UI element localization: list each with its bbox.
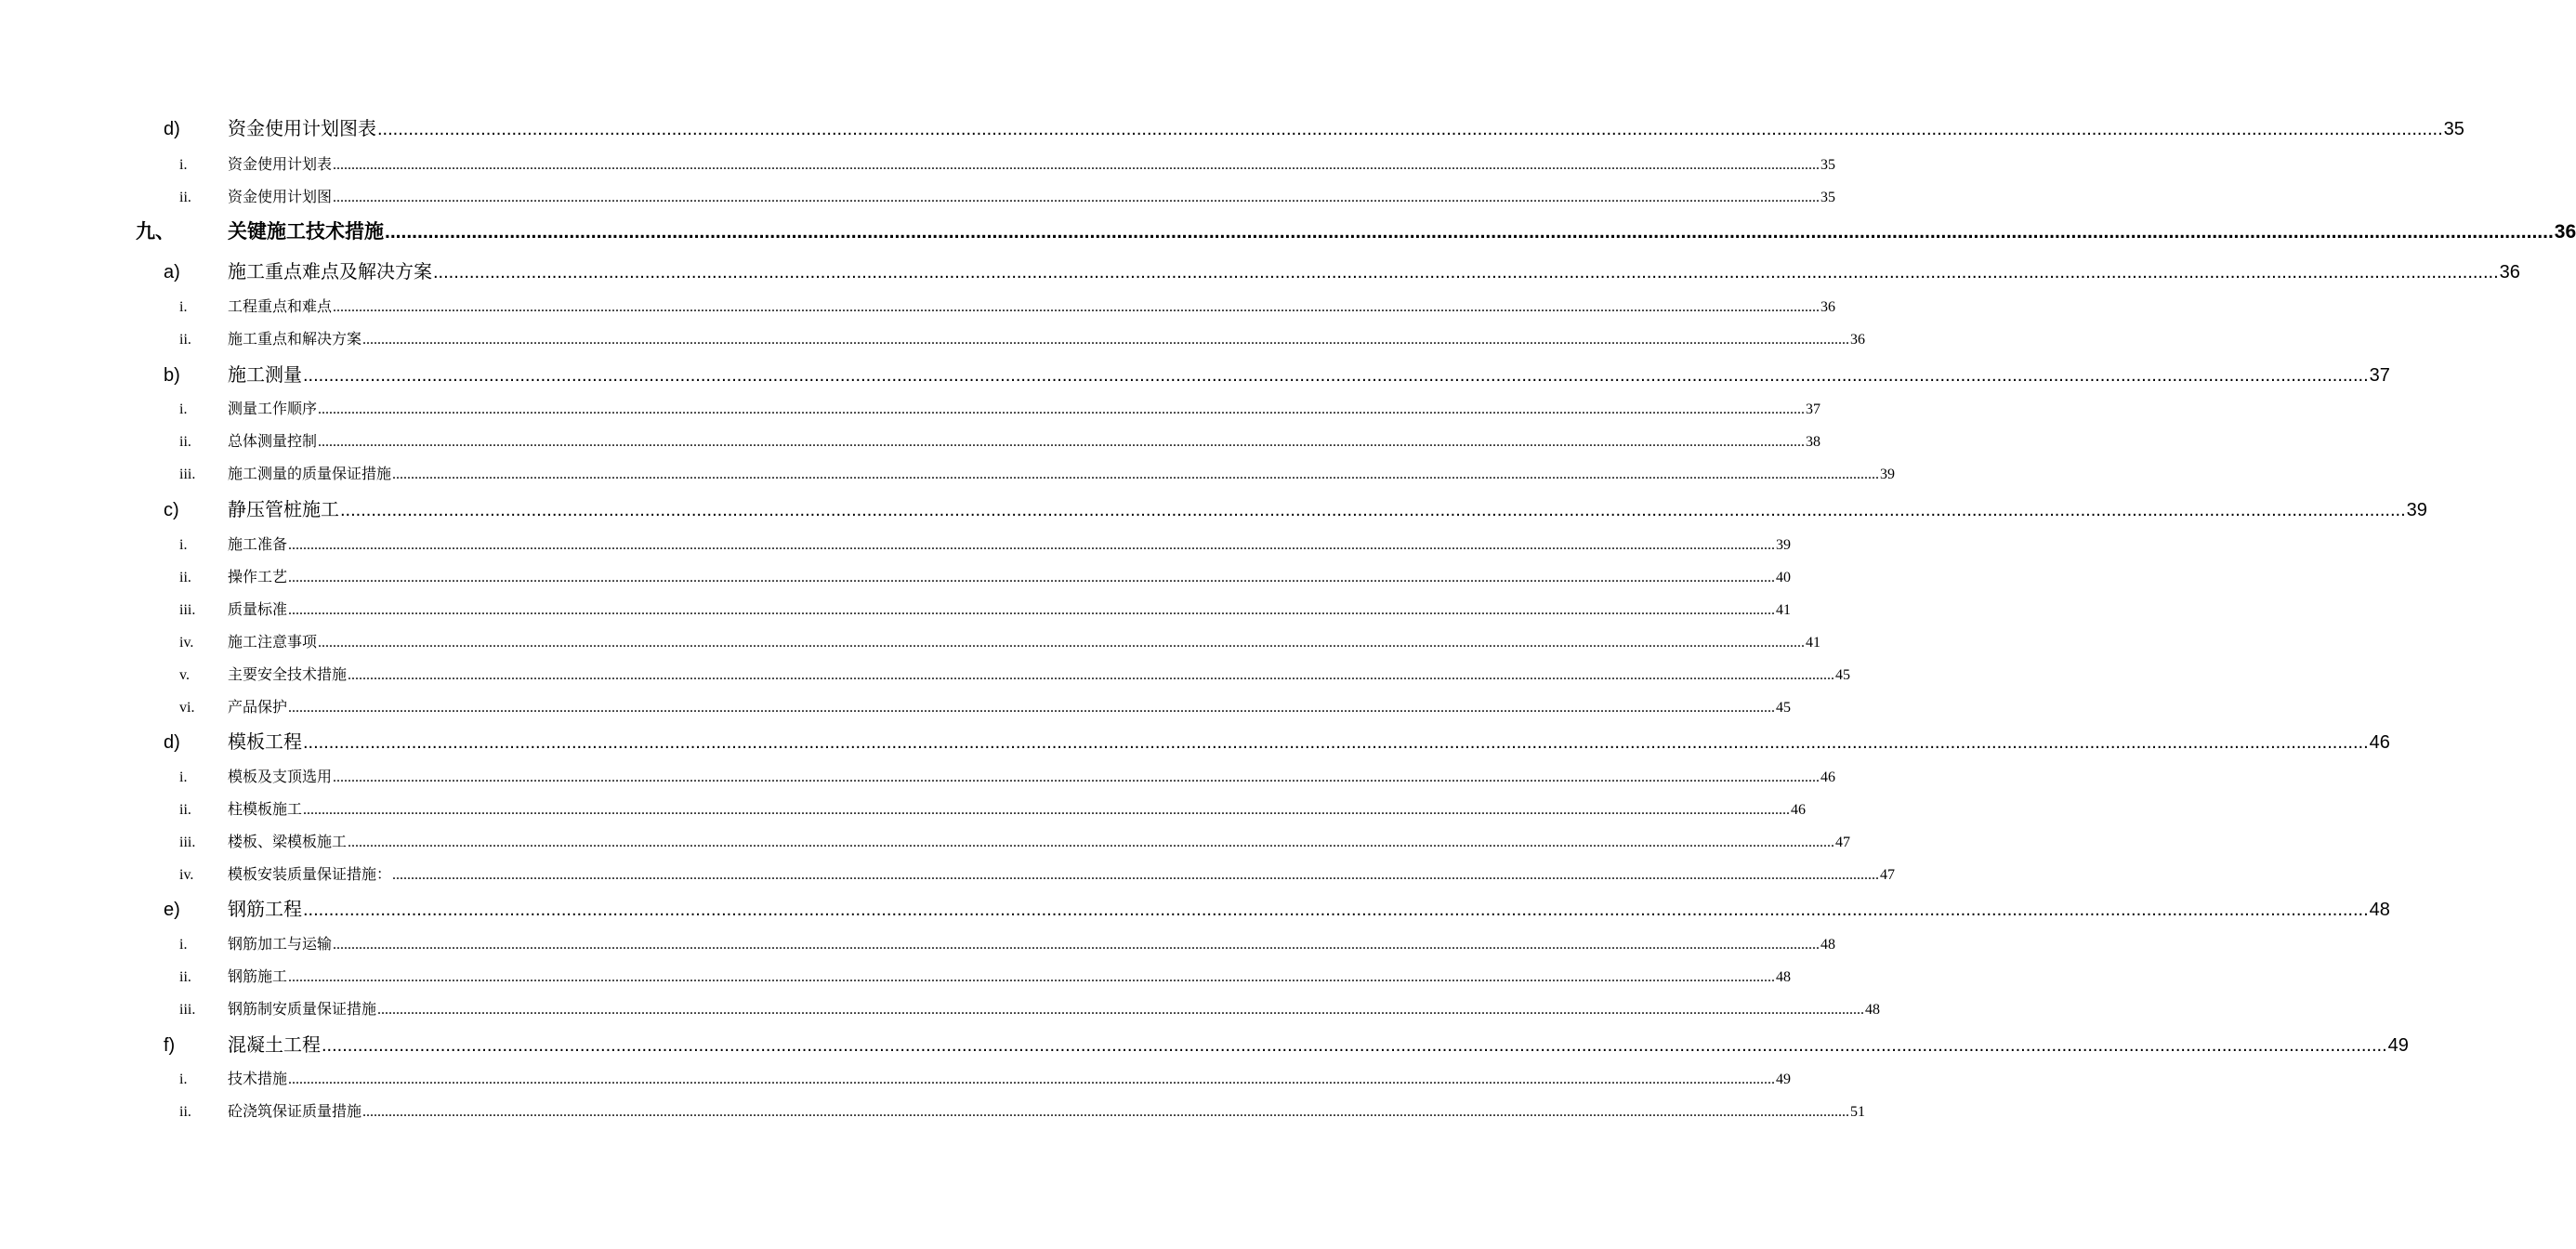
toc-dot-leader: ................................................................................................................................................................................................................................................................................................................................................................................................................ — [318, 635, 1806, 651]
toc-entry-page-number: 39 — [1776, 537, 1792, 553]
toc-entry-number: c) — [164, 500, 179, 520]
toc-entry-title: 模板工程 — [228, 732, 302, 753]
toc-entry-title: 静压管桩施工 — [228, 500, 339, 520]
toc-entry-page-number: 37 — [1806, 401, 1821, 417]
toc-entry-page-number: 35 — [1820, 190, 1836, 205]
toc-entry-number: ii. — [179, 332, 191, 348]
toc-entry-number: d) — [164, 119, 180, 139]
toc-entry-number: i. — [179, 157, 188, 173]
toc-entry-page-number: 36 — [1850, 332, 1866, 348]
toc-entry[interactable] — [0, 629, 1821, 657]
toc-entry-title: 施工重点和解决方案 — [228, 332, 362, 348]
toc-dot-leader: ................................................................................................................................................................................................................................................................................................................................................................................................................ — [288, 1072, 1776, 1087]
toc-entry[interactable] — [0, 564, 1792, 592]
toc-entry-page-number: 51 — [1850, 1104, 1866, 1120]
toc-entry-title: 施工注意事项 — [228, 635, 318, 651]
toc-entry-number: i. — [179, 537, 188, 553]
toc-entry-line — [228, 184, 1836, 212]
toc-entry-page-number: 41 — [1776, 602, 1792, 618]
toc-entry-title: 资金使用计划图 — [228, 190, 333, 205]
toc-entry-line — [228, 829, 1851, 857]
toc-entry-title: 主要安全技术措施 — [228, 667, 348, 683]
toc-dot-leader: ................................................................................................................................................................................................................................................................................................................................................................................................................ — [288, 969, 1776, 985]
toc-entry-line — [228, 796, 1807, 824]
toc-entry-number: ii. — [179, 802, 191, 818]
toc-entry-page-number: 46 — [1820, 769, 1836, 785]
toc-entry-page-number: 48 — [2369, 900, 2390, 920]
toc-entry-title: 砼浇筑保证质量措施 — [228, 1104, 362, 1120]
toc-entry-line — [228, 115, 2464, 143]
toc-dot-leader: ................................................................................................................................................................................................................................................................................................................................................................................................................ — [377, 1002, 1865, 1018]
toc-entry-line — [228, 662, 1851, 690]
toc-entry[interactable] — [0, 115, 2464, 143]
toc-entry[interactable] — [0, 964, 1792, 992]
toc-entry[interactable] — [0, 396, 1821, 424]
toc-entry-title: 钢筋工程 — [228, 900, 302, 920]
toc-entry-number: iii. — [179, 835, 196, 850]
toc-entry-number: vi. — [179, 700, 195, 716]
toc-entry-number: ii. — [179, 1104, 191, 1120]
toc-entry-title: 楼板、梁模板施工 — [228, 835, 348, 850]
toc-entry-number: d) — [164, 732, 180, 753]
toc-entry-page-number: 48 — [1820, 937, 1836, 953]
toc-dot-leader: ................................................................................................................................................................................................................................................................................................................................................................................................................ — [377, 119, 2443, 139]
toc-entry[interactable] — [0, 861, 1896, 889]
toc-entry-line — [228, 694, 1792, 722]
toc-entry-title: 混凝土工程 — [228, 1035, 321, 1056]
toc-dot-leader: ................................................................................................................................................................................................................................................................................................................................................................................................................ — [333, 157, 1820, 173]
toc-dot-leader: ................................................................................................................................................................................................................................................................................................................................................................................................................ — [392, 467, 1880, 482]
toc-entry-page-number: 49 — [2387, 1035, 2409, 1056]
toc-entry[interactable] — [0, 461, 1896, 489]
toc-entry-number: i. — [179, 1072, 188, 1087]
toc-dot-leader: ................................................................................................................................................................................................................................................................................................................................................................................................................ — [288, 570, 1776, 585]
toc-entry-page-number: 35 — [2443, 119, 2464, 139]
toc-entry-line — [228, 258, 2520, 286]
toc-entry-line — [228, 996, 1881, 1024]
toc-entry-page-number: 37 — [2369, 365, 2390, 386]
toc-entry-line — [228, 294, 1836, 322]
toc-entry-line — [228, 896, 2390, 924]
toc-entry-line — [228, 629, 1821, 657]
toc-dot-leader: ................................................................................................................................................................................................................................................................................................................................................................................................................ — [340, 500, 2406, 520]
toc-dot-leader: ................................................................................................................................................................................................................................................................................................................................................................................................................ — [348, 835, 1835, 850]
toc-entry-title: 钢筋加工与运输 — [228, 937, 333, 953]
toc-entry-number: ii. — [179, 434, 191, 450]
toc-entry-title: 施工重点难点及解决方案 — [228, 262, 432, 283]
toc-dot-leader: ................................................................................................................................................................................................................................................................................................................................................................................................................ — [303, 900, 2369, 920]
toc-entry-title: 质量标准 — [228, 602, 288, 618]
toc-entry[interactable] — [0, 362, 2390, 389]
toc-dot-leader: ................................................................................................................................................................................................................................................................................................................................................................................................................ — [333, 190, 1820, 205]
toc-dot-leader: ................................................................................................................................................................................................................................................................................................................................................................................................................ — [288, 537, 1776, 553]
toc-entry-page-number: 48 — [1776, 969, 1792, 985]
toc-entry-title: 资金使用计划表 — [228, 157, 333, 173]
toc-entry-number: a) — [164, 262, 180, 283]
toc-entry[interactable] — [0, 896, 2390, 924]
toc-entry-number: iv. — [179, 867, 194, 883]
toc-entry-number: ii. — [179, 570, 191, 585]
toc-dot-leader: ................................................................................................................................................................................................................................................................................................................................................................................................................ — [385, 221, 2554, 243]
toc-entry-line — [228, 532, 1792, 559]
toc-entry-title: 模板安装质量保证措施： — [228, 867, 392, 883]
toc-entry-title: 施工测量 — [228, 365, 302, 386]
toc-dot-leader: ................................................................................................................................................................................................................................................................................................................................................................................................................ — [333, 299, 1820, 315]
toc-entry-number: ii. — [179, 190, 191, 205]
toc-entry-line — [228, 764, 1836, 792]
toc-dot-leader: ................................................................................................................................................................................................................................................................................................................................................................................................................ — [318, 434, 1806, 450]
toc-entry-page-number: 49 — [1776, 1072, 1792, 1087]
toc-entry[interactable] — [0, 218, 2576, 246]
toc-entry-page-number: 41 — [1806, 635, 1821, 651]
toc-entry-line — [228, 729, 2390, 756]
toc-entry-page-number: 36 — [2499, 262, 2520, 283]
toc-entry-title: 总体测量控制 — [228, 434, 318, 450]
toc-entry-title: 模板及支顶选用 — [228, 769, 333, 785]
toc-entry-page-number: 36 — [1820, 299, 1836, 315]
toc-entry-title: 施工测量的质量保证措施 — [228, 467, 392, 482]
toc-dot-leader: ................................................................................................................................................................................................................................................................................................................................................................................................................ — [362, 1104, 1850, 1120]
toc-entry-page-number: 46 — [2369, 732, 2390, 753]
toc-entry[interactable] — [0, 1098, 1866, 1126]
toc-entry[interactable] — [0, 729, 2390, 756]
toc-entry-page-number: 46 — [1791, 802, 1807, 818]
toc-dot-leader: ................................................................................................................................................................................................................................................................................................................................................................................................................ — [303, 802, 1791, 818]
toc-dot-leader: ................................................................................................................................................................................................................................................................................................................................................................................................................ — [288, 700, 1776, 716]
toc-entry[interactable] — [0, 829, 1851, 857]
toc-entry[interactable] — [0, 184, 1836, 212]
toc-entry-page-number: 35 — [1820, 157, 1836, 173]
toc-entry[interactable] — [0, 1066, 1792, 1094]
toc-entry-line — [228, 151, 1836, 179]
toc-dot-leader: ................................................................................................................................................................................................................................................................................................................................................................................................................ — [362, 332, 1850, 348]
toc-entry-title: 产品保护 — [228, 700, 288, 716]
toc-entry-line — [228, 1032, 2409, 1059]
toc-entry-page-number: 47 — [1880, 867, 1896, 883]
toc-entry-line — [228, 496, 2427, 524]
toc-entry-number: i. — [179, 299, 188, 315]
toc-dot-leader: ................................................................................................................................................................................................................................................................................................................................................................................................................ — [303, 365, 2369, 386]
toc-entry-page-number: 47 — [1835, 835, 1851, 850]
toc-entry-line — [228, 428, 1821, 456]
toc-entry-number: e) — [164, 900, 180, 920]
toc-entry-number: b) — [164, 365, 180, 386]
toc-entry-line — [228, 461, 1896, 489]
toc-entry-number: iii. — [179, 602, 196, 618]
toc-dot-leader: ................................................................................................................................................................................................................................................................................................................................................................................................................ — [433, 262, 2499, 283]
toc-entry-number: v. — [179, 667, 190, 683]
toc-entry-line — [228, 1098, 1866, 1126]
toc-entry-title: 施工准备 — [228, 537, 288, 553]
toc-entry-number: i. — [179, 401, 188, 417]
toc-entry-number: f) — [164, 1035, 176, 1056]
toc-entry-page-number: 39 — [1880, 467, 1896, 482]
toc-entry-number: ii. — [179, 969, 191, 985]
toc-entry-page-number: 39 — [2406, 500, 2427, 520]
toc-entry-title: 柱模板施工 — [228, 802, 303, 818]
toc-dot-leader: ................................................................................................................................................................................................................................................................................................................................................................................................................ — [348, 667, 1835, 683]
toc-entry-number: iv. — [179, 635, 194, 651]
toc-entry[interactable] — [0, 662, 1851, 690]
toc-entry-line — [228, 931, 1836, 959]
toc-entry[interactable] — [0, 428, 1821, 456]
toc-entry-page-number: 45 — [1835, 667, 1851, 683]
toc-entry-title: 关键施工技术措施 — [228, 221, 384, 243]
toc-entry-page-number: 40 — [1776, 570, 1792, 585]
toc-entry[interactable] — [0, 151, 1836, 179]
toc-entry-title: 测量工作顺序 — [228, 401, 318, 417]
toc-dot-leader: ................................................................................................................................................................................................................................................................................................................................................................................................................ — [333, 937, 1820, 953]
toc-entry-line — [228, 396, 1821, 424]
toc-entry-page-number: 36 — [2554, 221, 2576, 243]
toc-entry-line — [228, 964, 1792, 992]
toc-entry-title: 钢筋制安质量保证措施 — [228, 1002, 377, 1018]
toc-entry-line — [228, 1066, 1792, 1094]
toc-dot-leader: ................................................................................................................................................................................................................................................................................................................................................................................................................ — [318, 401, 1806, 417]
toc-entry-number: iii. — [179, 467, 196, 482]
toc-dot-leader: ................................................................................................................................................................................................................................................................................................................................................................................................................ — [322, 1035, 2387, 1056]
toc-entry-number: i. — [179, 769, 188, 785]
toc-entry-number: 九、 — [136, 221, 175, 243]
toc-entry[interactable] — [0, 931, 1836, 959]
toc-dot-leader: ................................................................................................................................................................................................................................................................................................................................................................................................................ — [333, 769, 1820, 785]
toc-entry-line — [228, 218, 2576, 246]
toc-entry-page-number: 38 — [1806, 434, 1821, 450]
toc-entry[interactable] — [0, 294, 1836, 322]
toc-entry-line — [228, 326, 1866, 354]
toc-entry[interactable] — [0, 496, 2427, 524]
toc-dot-leader: ................................................................................................................................................................................................................................................................................................................................................................................................................ — [303, 732, 2369, 753]
toc-dot-leader: ................................................................................................................................................................................................................................................................................................................................................................................................................ — [288, 602, 1776, 618]
toc-entry-title: 钢筋施工 — [228, 969, 288, 985]
toc-entry[interactable] — [0, 1032, 2409, 1059]
toc-entry[interactable] — [0, 996, 1881, 1024]
toc-entry[interactable] — [0, 764, 1836, 792]
toc-entry-page-number: 45 — [1776, 700, 1792, 716]
toc-entry[interactable] — [0, 796, 1807, 824]
toc-entry[interactable] — [0, 326, 1866, 354]
toc-entry-line — [228, 362, 2390, 389]
toc-entry-title: 工程重点和难点 — [228, 299, 333, 315]
toc-entry-number: i. — [179, 937, 188, 953]
toc-entry-line — [228, 861, 1896, 889]
toc-entry[interactable] — [0, 694, 1792, 722]
toc-dot-leader: ................................................................................................................................................................................................................................................................................................................................................................................................................ — [392, 867, 1880, 883]
toc-entry-title: 技术措施 — [228, 1072, 288, 1087]
toc-entry[interactable] — [0, 597, 1792, 624]
toc-entry[interactable] — [0, 258, 2520, 286]
toc-entry-line — [228, 564, 1792, 592]
toc-entry[interactable] — [0, 532, 1792, 559]
toc-entry-line — [228, 597, 1792, 624]
toc-entry-number: iii. — [179, 1002, 196, 1018]
toc-entry-title: 资金使用计划图表 — [228, 119, 376, 139]
toc-entry-title: 操作工艺 — [228, 570, 288, 585]
toc-entry-page-number: 48 — [1865, 1002, 1881, 1018]
